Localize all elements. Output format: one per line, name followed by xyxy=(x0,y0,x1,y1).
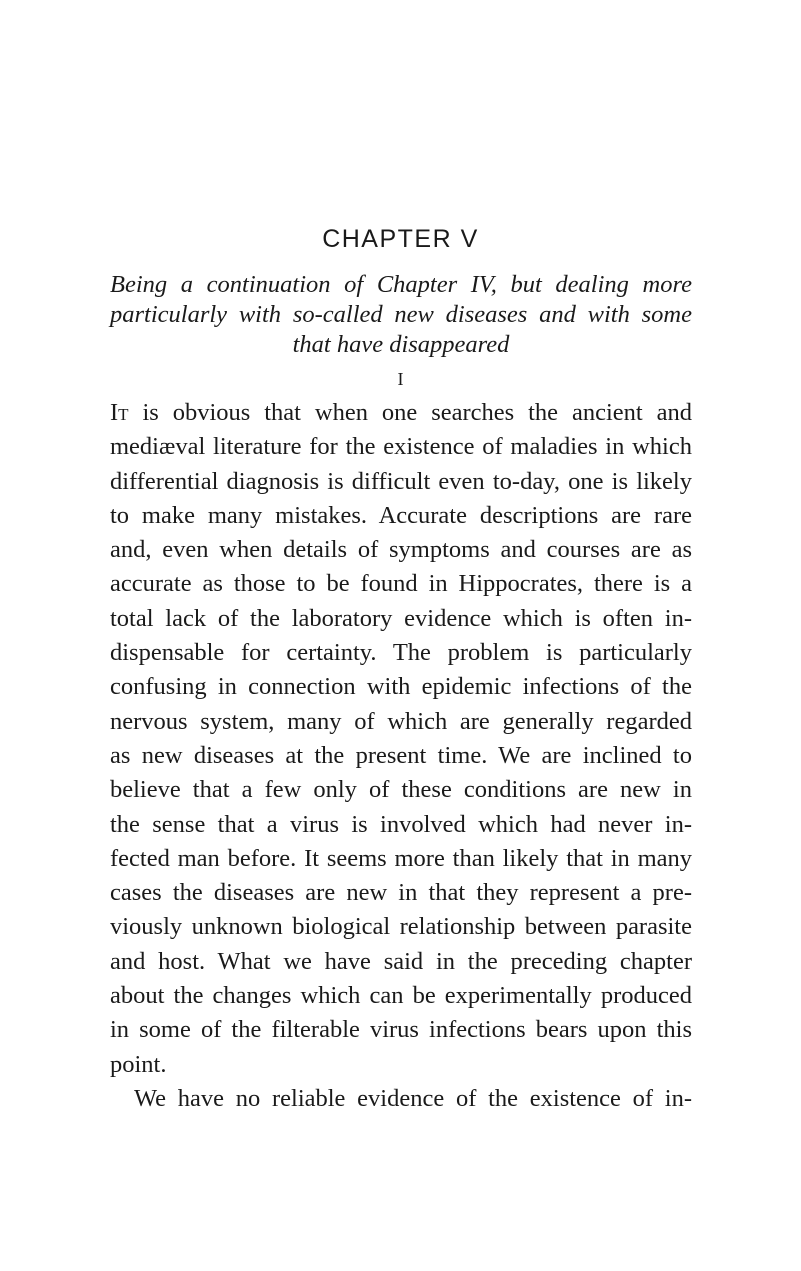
chapter-heading: CHAPTER V xyxy=(322,225,479,253)
body-text xyxy=(110,396,692,1116)
paragraph-line: and host. What we have said in the preceding chapter xyxy=(110,947,692,975)
opening-word: It xyxy=(110,399,129,426)
paragraph-line: point. xyxy=(110,1050,167,1078)
subtitle-line: that have disappeared xyxy=(292,331,510,358)
paragraph-line: total lack of the laboratory evidence which is often in- xyxy=(110,604,692,632)
paragraph-line: in some of the filterable virus infections bears upon this xyxy=(110,1016,692,1044)
chapter-subtitle xyxy=(110,270,692,360)
paragraph-line: the sense that a virus is involved which had never in- xyxy=(110,810,692,838)
paragraph-line: as new diseases at the present time. We are inclined to xyxy=(110,741,692,769)
paragraph-line: We have no reliable evidence of the existence of in- xyxy=(134,1084,692,1112)
subtitle-line: particularly with so-called new diseases and with some xyxy=(110,301,692,328)
paragraph-line: differential diagnosis is difficult even to-day, one is likely xyxy=(110,467,692,495)
paragraph-line xyxy=(110,396,692,430)
subtitle-line: Being a continuation of Chapter IV, but dealing more xyxy=(110,271,692,298)
paragraph-line: mediæval literature for the existence of maladies in which xyxy=(110,433,692,461)
paragraph-line: fected man before. It seems more than likely that in many xyxy=(110,844,692,872)
paragraph-line: dispensable for certainty. The problem is particularly xyxy=(110,639,692,667)
paragraph-line: confusing in connection with epidemic infections of the xyxy=(110,673,692,701)
section-number: I xyxy=(397,369,404,389)
paragraph-line: nervous system, many of which are generally regarded xyxy=(110,707,692,735)
paragraph-line: viously unknown biological relationship between parasite xyxy=(110,913,692,941)
paragraph-line-text: is obvious that when one searches the ancient and xyxy=(128,399,692,426)
paragraph-line: about the changes which can be experimentally produced xyxy=(110,982,692,1010)
paragraph-line: cases the diseases are new in that they represent a pre- xyxy=(110,879,692,907)
paragraph-line: believe that a few only of these conditions are new in xyxy=(110,776,692,804)
paragraph-line: to make many mistakes. Accurate descriptions are rare xyxy=(110,501,692,529)
paragraph-line: accurate as those to be found in Hippocrates, there is a xyxy=(110,570,692,598)
paragraph-line: and, even when details of symptoms and courses are as xyxy=(110,536,692,564)
